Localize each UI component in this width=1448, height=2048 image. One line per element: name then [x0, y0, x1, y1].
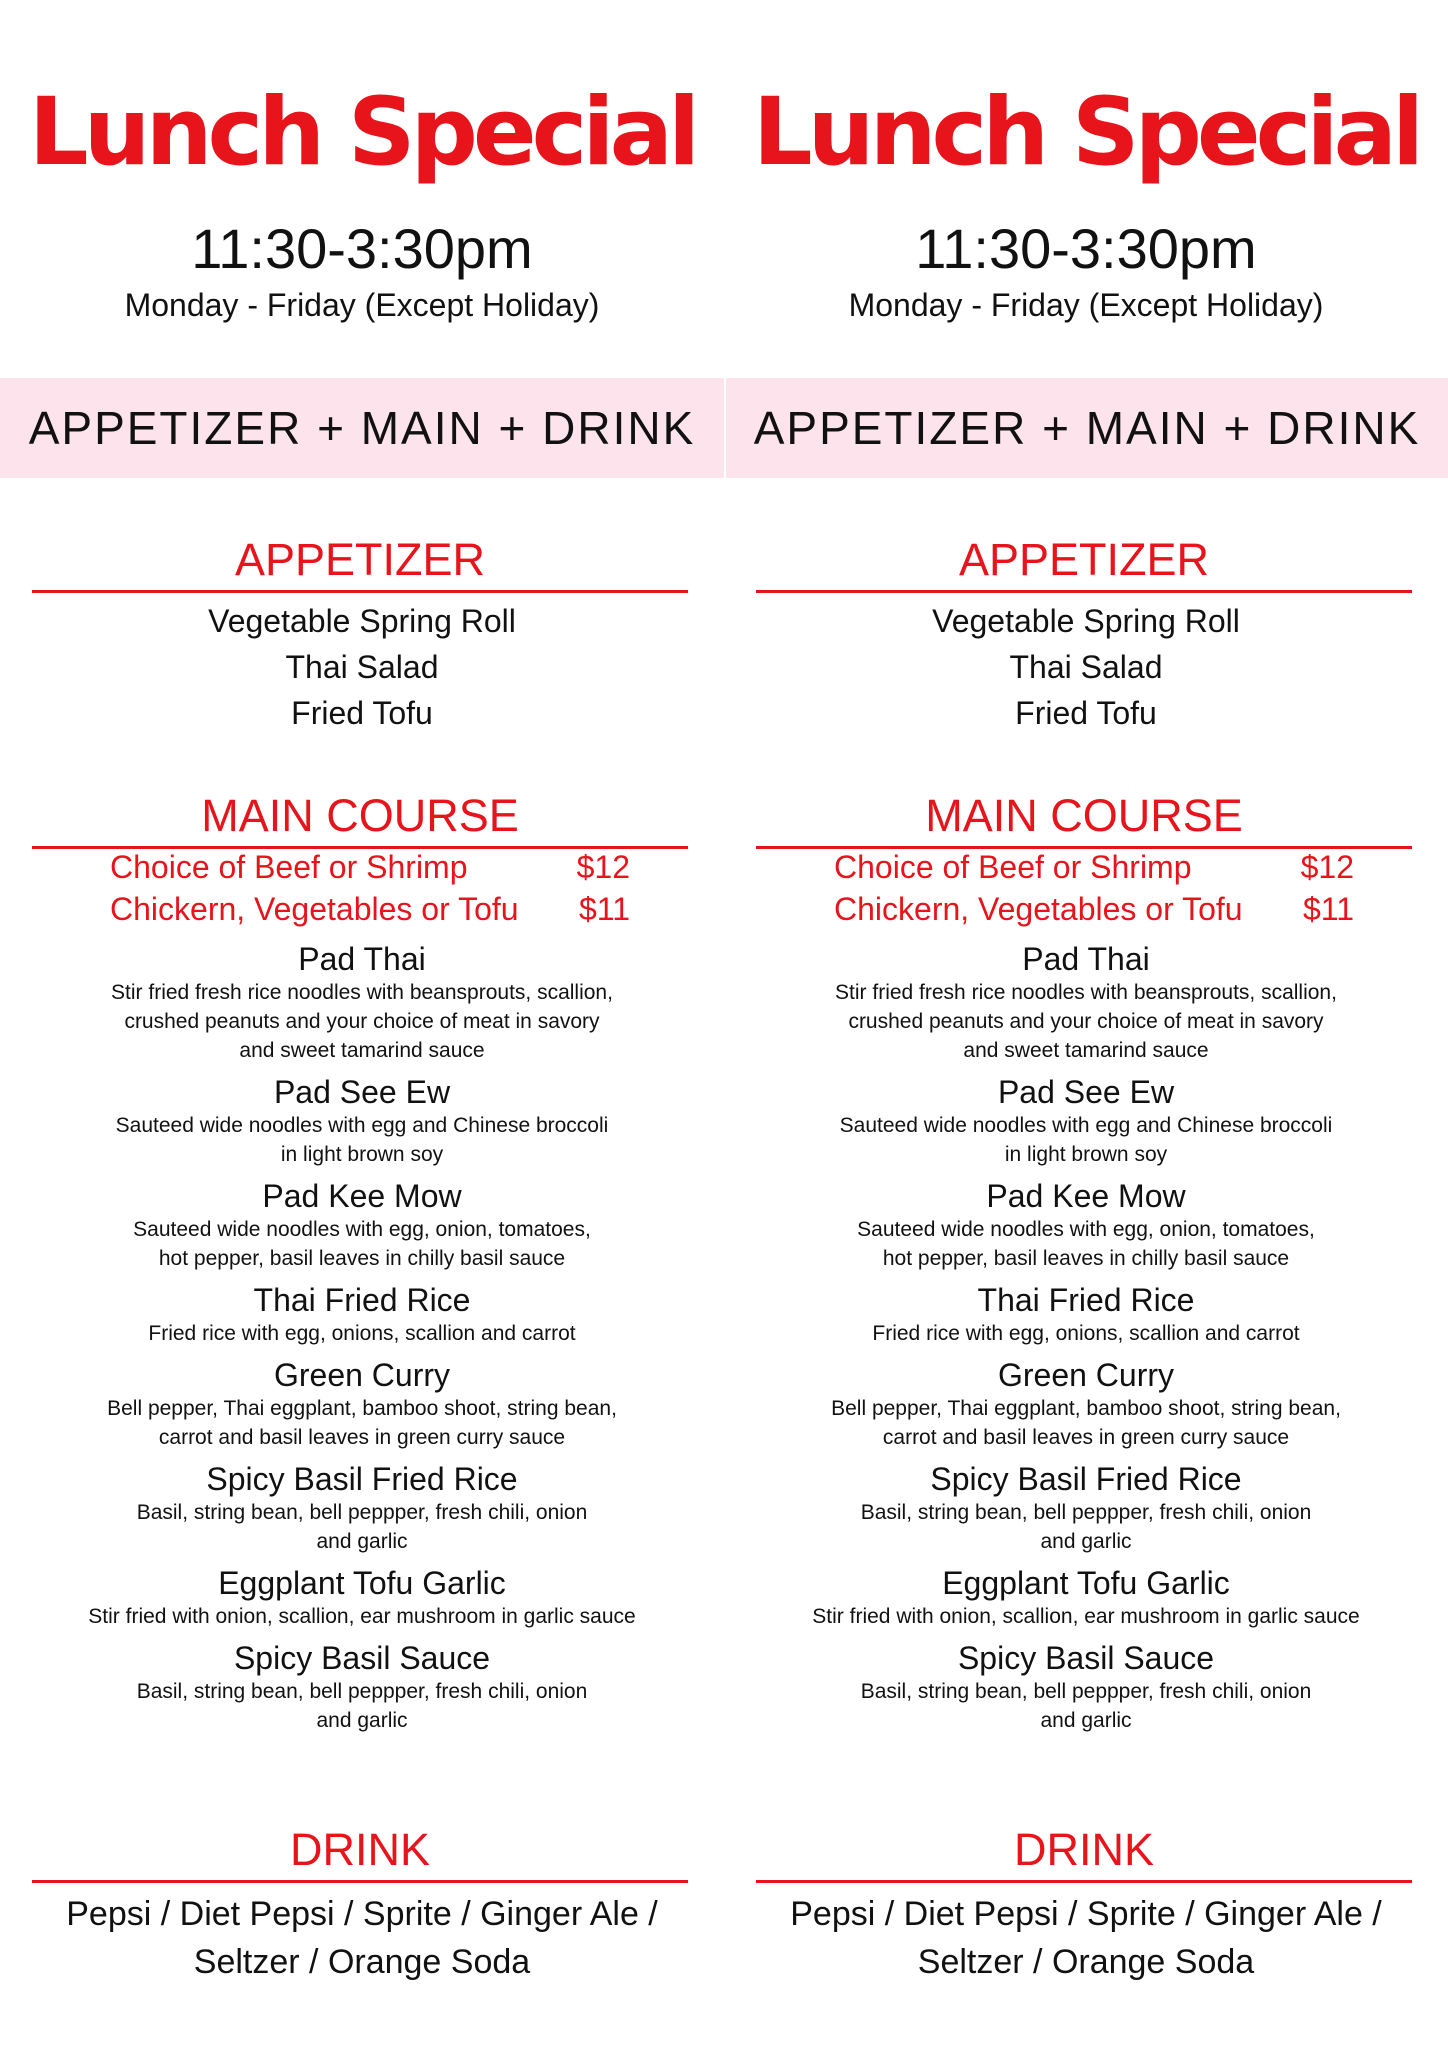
service-days: Monday - Friday (Except Holiday) [848, 287, 1324, 323]
price-list [110, 846, 630, 930]
dish-description: Sauteed wide noodles with egg, onion, tomatoes, [133, 1218, 591, 1241]
dish-description: carrot and basil leaves in green curry sauce [158, 1426, 566, 1449]
price-value: $11 [578, 891, 630, 927]
service-hours: 11:30-3:30pm [915, 217, 1257, 280]
dish-description: Basil, string bean, bell peppper, fresh chili, onion [136, 1501, 588, 1524]
dish-item [724, 1639, 1448, 1735]
price-label: Chickern, Vegetables or Tofu [834, 891, 1243, 927]
dish-name: Spicy Basil Sauce [233, 1640, 491, 1676]
main-course-heading: MAIN COURSE [32, 788, 688, 849]
dish-item [724, 1460, 1448, 1556]
combo-banner: APPETIZER + MAIN + DRINK [724, 378, 1448, 478]
menu-title: Lunch Special [752, 78, 1420, 187]
dish-description: Fried rice with egg, onions, scallion and carrot [872, 1322, 1300, 1345]
dish-name: Pad Thai [1022, 941, 1150, 977]
dish-item [0, 1460, 724, 1556]
appetizer-list [0, 598, 724, 736]
list-item: Fried Tofu [1015, 695, 1157, 731]
main-course-heading: MAIN COURSE [756, 788, 1412, 849]
dish-name: Pad Thai [298, 941, 426, 977]
list-item: Vegetable Spring Roll [932, 603, 1240, 639]
dish-description: carrot and basil leaves in green curry sauce [882, 1426, 1290, 1449]
dish-name: Spicy Basil Sauce [957, 1640, 1215, 1676]
dish-description: in light brown soy [280, 1143, 444, 1166]
dish-name: Pad See Ew [997, 1074, 1175, 1110]
price-value: $11 [1302, 891, 1354, 927]
dish-name: Thai Fried Rice [977, 1282, 1195, 1318]
drink-line: Pepsi / Diet Pepsi / Sprite / Ginger Ale / [66, 1895, 658, 1933]
drink-line: Seltzer / Orange Soda [193, 1943, 531, 1981]
dish-item [0, 1639, 724, 1735]
dish-item [0, 1073, 724, 1169]
dish-description: Sauteed wide noodles with egg and Chinese broccoli [839, 1114, 1333, 1137]
dish-description: in light brown soy [1004, 1143, 1168, 1166]
list-item: Fried Tofu [291, 695, 433, 731]
dish-description: Bell pepper, Thai eggplant, bamboo shoot, string bean, [107, 1397, 617, 1420]
dish-item [0, 1281, 724, 1348]
dish-item [0, 940, 724, 1065]
price-label: Choice of Beef or Shrimp [834, 849, 1192, 885]
dish-name: Eggplant Tofu Garlic [218, 1565, 506, 1601]
dish-description: and garlic [316, 1709, 408, 1732]
dish-description: Basil, string bean, bell peppper, fresh chili, onion [136, 1680, 588, 1703]
list-item: Thai Salad [1009, 649, 1163, 685]
dish-item [0, 1564, 724, 1631]
dish-description: Sauteed wide noodles with egg and Chinese broccoli [115, 1114, 609, 1137]
price-list [834, 846, 1354, 930]
price-row [110, 846, 630, 888]
menu-title: Lunch Special [28, 78, 696, 187]
dish-name: Eggplant Tofu Garlic [942, 1565, 1230, 1601]
price-row [834, 846, 1354, 888]
dish-name: Green Curry [997, 1357, 1175, 1393]
dish-description: and garlic [1040, 1709, 1132, 1732]
appetizer-list [724, 598, 1448, 736]
dish-description: hot pepper, basil leaves in chilly basil sauce [158, 1247, 566, 1270]
dish-name: Thai Fried Rice [253, 1282, 471, 1318]
dish-description: Stir fried with onion, scallion, ear mushroom in garlic sauce [88, 1605, 636, 1628]
dish-description: Stir fried fresh rice noodles with beansprouts, scallion, [835, 981, 1337, 1004]
appetizer-heading: APPETIZER [756, 532, 1412, 593]
menu-column-right [724, 0, 1448, 2048]
dish-description: and garlic [1040, 1530, 1132, 1553]
dish-description: Bell pepper, Thai eggplant, bamboo shoot, string bean, [831, 1397, 1341, 1420]
service-days: Monday - Friday (Except Holiday) [124, 287, 600, 323]
dish-name: Green Curry [273, 1357, 451, 1393]
service-hours: 11:30-3:30pm [191, 217, 533, 280]
dish-item [724, 1564, 1448, 1631]
dish-item [724, 940, 1448, 1065]
drink-heading: DRINK [32, 1822, 688, 1883]
dish-description: Stir fried fresh rice noodles with beansprouts, scallion, [111, 981, 613, 1004]
dish-name: Spicy Basil Fried Rice [206, 1461, 518, 1497]
dish-description: Basil, string bean, bell peppper, fresh chili, onion [860, 1501, 1312, 1524]
list-item: Vegetable Spring Roll [208, 603, 516, 639]
dish-list [0, 940, 724, 1743]
dish-description: Basil, string bean, bell peppper, fresh chili, onion [860, 1680, 1312, 1703]
dish-item [724, 1177, 1448, 1273]
dish-list [724, 940, 1448, 1743]
dish-item [724, 1281, 1448, 1348]
dish-name: Pad See Ew [273, 1074, 451, 1110]
dish-description: crushed peanuts and your choice of meat in savory [124, 1010, 600, 1033]
price-label: Chickern, Vegetables or Tofu [110, 891, 519, 927]
dish-name: Spicy Basil Fried Rice [930, 1461, 1242, 1497]
list-item: Thai Salad [285, 649, 439, 685]
drink-list [724, 1890, 1448, 1986]
dish-description: and sweet tamarind sauce [963, 1039, 1209, 1062]
dish-item [724, 1356, 1448, 1452]
dish-description: Sauteed wide noodles with egg, onion, tomatoes, [857, 1218, 1315, 1241]
dish-name: Pad Kee Mow [986, 1178, 1186, 1214]
dish-description: crushed peanuts and your choice of meat in savory [848, 1010, 1324, 1033]
drink-list [0, 1890, 724, 1986]
dish-item [0, 1356, 724, 1452]
price-value: $12 [1300, 849, 1354, 885]
dish-description: hot pepper, basil leaves in chilly basil sauce [882, 1247, 1290, 1270]
appetizer-heading: APPETIZER [32, 532, 688, 593]
drink-heading: DRINK [756, 1822, 1412, 1883]
drink-line: Seltzer / Orange Soda [917, 1943, 1255, 1981]
dish-description: Stir fried with onion, scallion, ear mushroom in garlic sauce [812, 1605, 1360, 1628]
dish-item [0, 1177, 724, 1273]
dish-description: and sweet tamarind sauce [239, 1039, 485, 1062]
dish-description: and garlic [316, 1530, 408, 1553]
price-value: $12 [576, 849, 630, 885]
combo-banner: APPETIZER + MAIN + DRINK [0, 378, 724, 478]
dish-description: Fried rice with egg, onions, scallion and carrot [148, 1322, 576, 1345]
drink-line: Pepsi / Diet Pepsi / Sprite / Ginger Ale / [790, 1895, 1382, 1933]
price-label: Choice of Beef or Shrimp [110, 849, 468, 885]
price-row [834, 888, 1354, 930]
dish-name: Pad Kee Mow [262, 1178, 462, 1214]
dish-item [724, 1073, 1448, 1169]
price-row [110, 888, 630, 930]
